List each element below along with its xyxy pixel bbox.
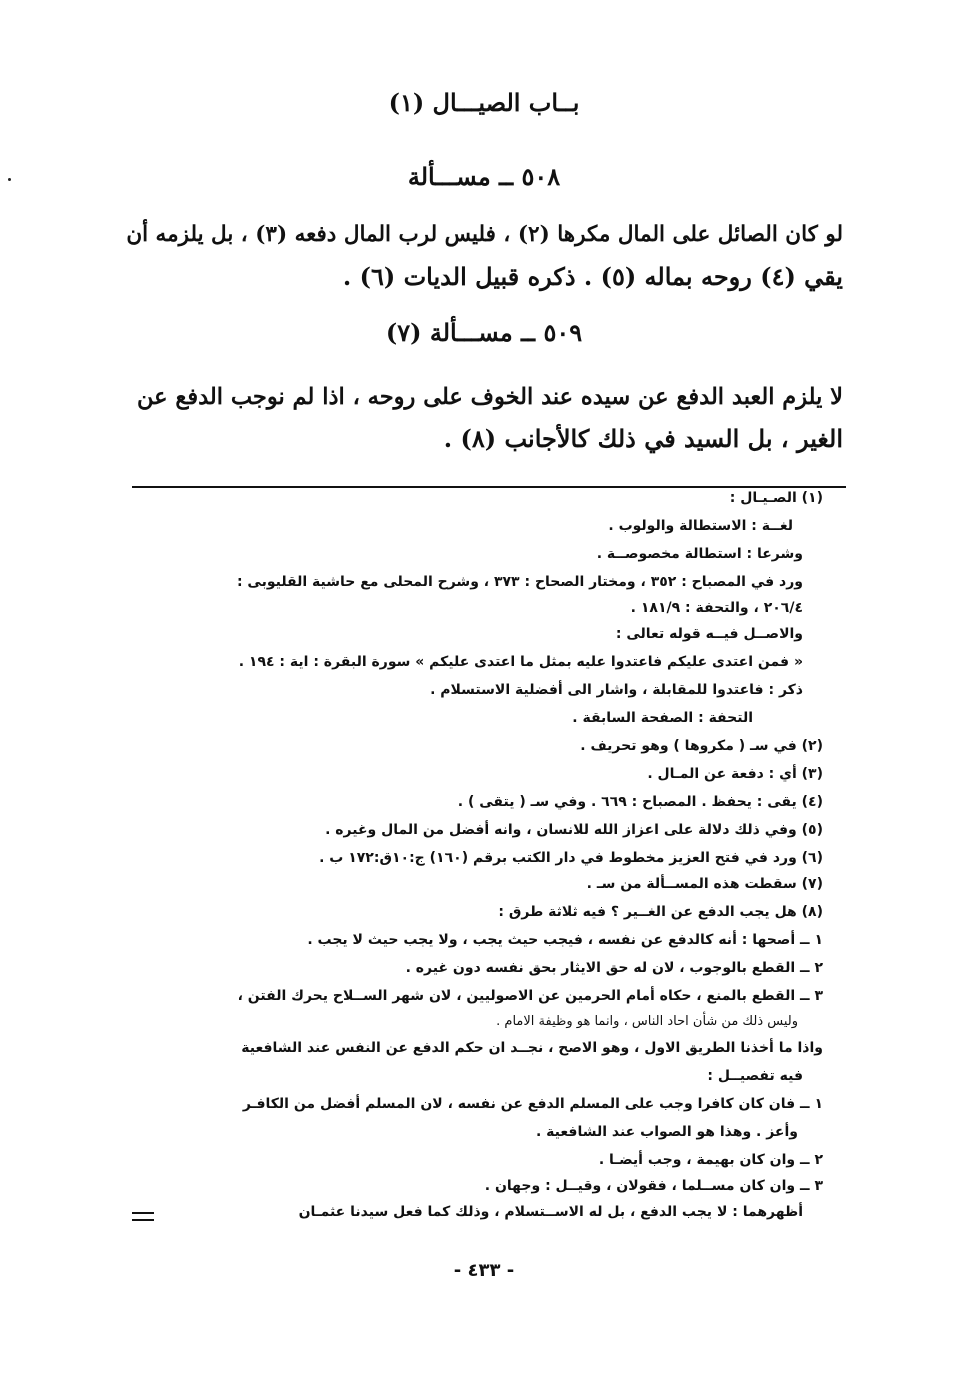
footnote-line: واذا ما أخذنا الطريق الاول ، وهو الاصح ، نجــد ان حكم الدفع عن النفس عند الشافعية — [241, 1040, 823, 1056]
footnote-line: وأعز . وهذا هو الصواب عند الشافعية . — [535, 1124, 798, 1140]
footnote-line: ٢٠٦/٤ ، والتحفة : ١٨١/٩ . — [630, 600, 803, 616]
footnote-separator — [132, 486, 846, 488]
footnote-line: (٦) ورد في فتح العزيز مخطوط في دار الكتب برقم (١٦٠) ج:١٠ق:١٧٢ ب . — [319, 850, 823, 866]
footnote-line: وشرعا : استطالة مخصوصــة . — [596, 546, 803, 562]
footnote-line: (٤) يقى : يحفظ . المصباح : ٦٦٩ . وفي سـ ( يتقى ) . — [457, 794, 823, 810]
chapter-title: بــاب الصيـــال (١) — [388, 88, 580, 117]
footnote-line: (٨) هل يجب الدفع عن الغــير ؟ فيه ثلاثة طرق : — [498, 904, 823, 920]
footnote-line: ذكر : فاعتدوا للمقابلة ، واشار الى أفضلية الاستسلام . — [430, 682, 803, 698]
issue-509-line-1: لا يلزم العبد الدفع عن سيده عند الخوف على روحه ، اذا لم نوجب الدفع عن — [136, 384, 843, 410]
page-number: - ٤٣٣ - — [453, 1260, 515, 1281]
footnote-line: (٥) وفي ذلك دلالة على اعزاز الله للانسان ، وانه أفضل من المال وغيره . — [325, 822, 823, 838]
footnote-line: أظهرهما : لا يجب الدفع ، بل له الاســتسلام ، وذلك كما فعل سيدنا عثمـان — [298, 1204, 803, 1220]
footnote-line: فيه تفصيــل : — [707, 1068, 803, 1084]
footnote-line: ورد في المصباح : ٣٥٢ ، ومختار الصحاح : ٣٧٣ ، وشرح المحلى مع حاشية القليوبى : — [236, 574, 803, 590]
footnote-line: ٢ ــ القطع بالوجوب ، لان له حق الايثار بحق نفسه دون غيره . — [405, 960, 823, 976]
footnote-line: لغــة : الاستطالة والولوب . — [608, 518, 793, 534]
issue-heading-509: ٥٠٩ ــ مســـألة (٧) — [385, 318, 583, 347]
footnote-line: وليس ذلك من شأن احاد الناس ، وانما هو وظيفة الامام . — [496, 1014, 798, 1029]
footnote-line: ٢ ــ وان كان بهيمة ، وجب أيضـا . — [598, 1152, 823, 1168]
footnote-line: (٧) سقطت هذه المســألة من سـ . — [586, 876, 823, 892]
issue-heading-508: ٥٠٨ ــ مســـألة — [407, 162, 561, 191]
issue-509-line-2: الغير ، بل السيد في ذلك كالأجانب (٨) . — [443, 424, 843, 453]
footnote-line: « فمن اعتدى عليكم فاعتدوا عليه بمثل ما اعتدى عليكم » سورة البقرة : اية : ١٩٤ . — [238, 654, 803, 670]
issue-508-line-2: يقي (٤) روحه بماله (٥) . ذكره قبيل الديات (٦) . — [342, 262, 843, 291]
footnote-line: (١) الصـيـال : — [729, 490, 823, 506]
footnote-line: (٢) في سـ ( مكروها ) وهو تحريف . — [580, 738, 823, 754]
footnote-line: ٣ ــ القطع بالمنع ، حكاه أمام الحرمين عن الاصوليين ، لان شهر الســلاح يحرك الفتن ، — [237, 988, 823, 1004]
footnote-line: ١ ــ أصحها : أنه كالدفع عن نفسه ، فيجب حيث يجب ، ولا يجب حيث لا يجب . — [307, 932, 823, 948]
footnote-line: والاصــل فيــه قوله تعالى : — [615, 626, 803, 642]
footnote-line: التحفة : الصفحة السابقة . — [572, 710, 753, 726]
footnote-line: (٣) أي : دفعة عن المـال . — [647, 766, 823, 782]
footnote-line: ١ ــ فان كان كافرا وجب على المسلم الدفع عن نفسه ، لان المسلم أفضل من الكافـر — [242, 1096, 823, 1112]
continuation-mark — [132, 1212, 154, 1221]
issue-508-line-1: لو كان الصائل على المال مكرها (٢) ، فليس لرب المال دفعه (٣) ، بل يلزمه أن — [126, 222, 843, 247]
footnote-line: ٣ ــ وان كان مســلما ، فقولان ، وقيــل : وجهان . — [484, 1178, 823, 1194]
